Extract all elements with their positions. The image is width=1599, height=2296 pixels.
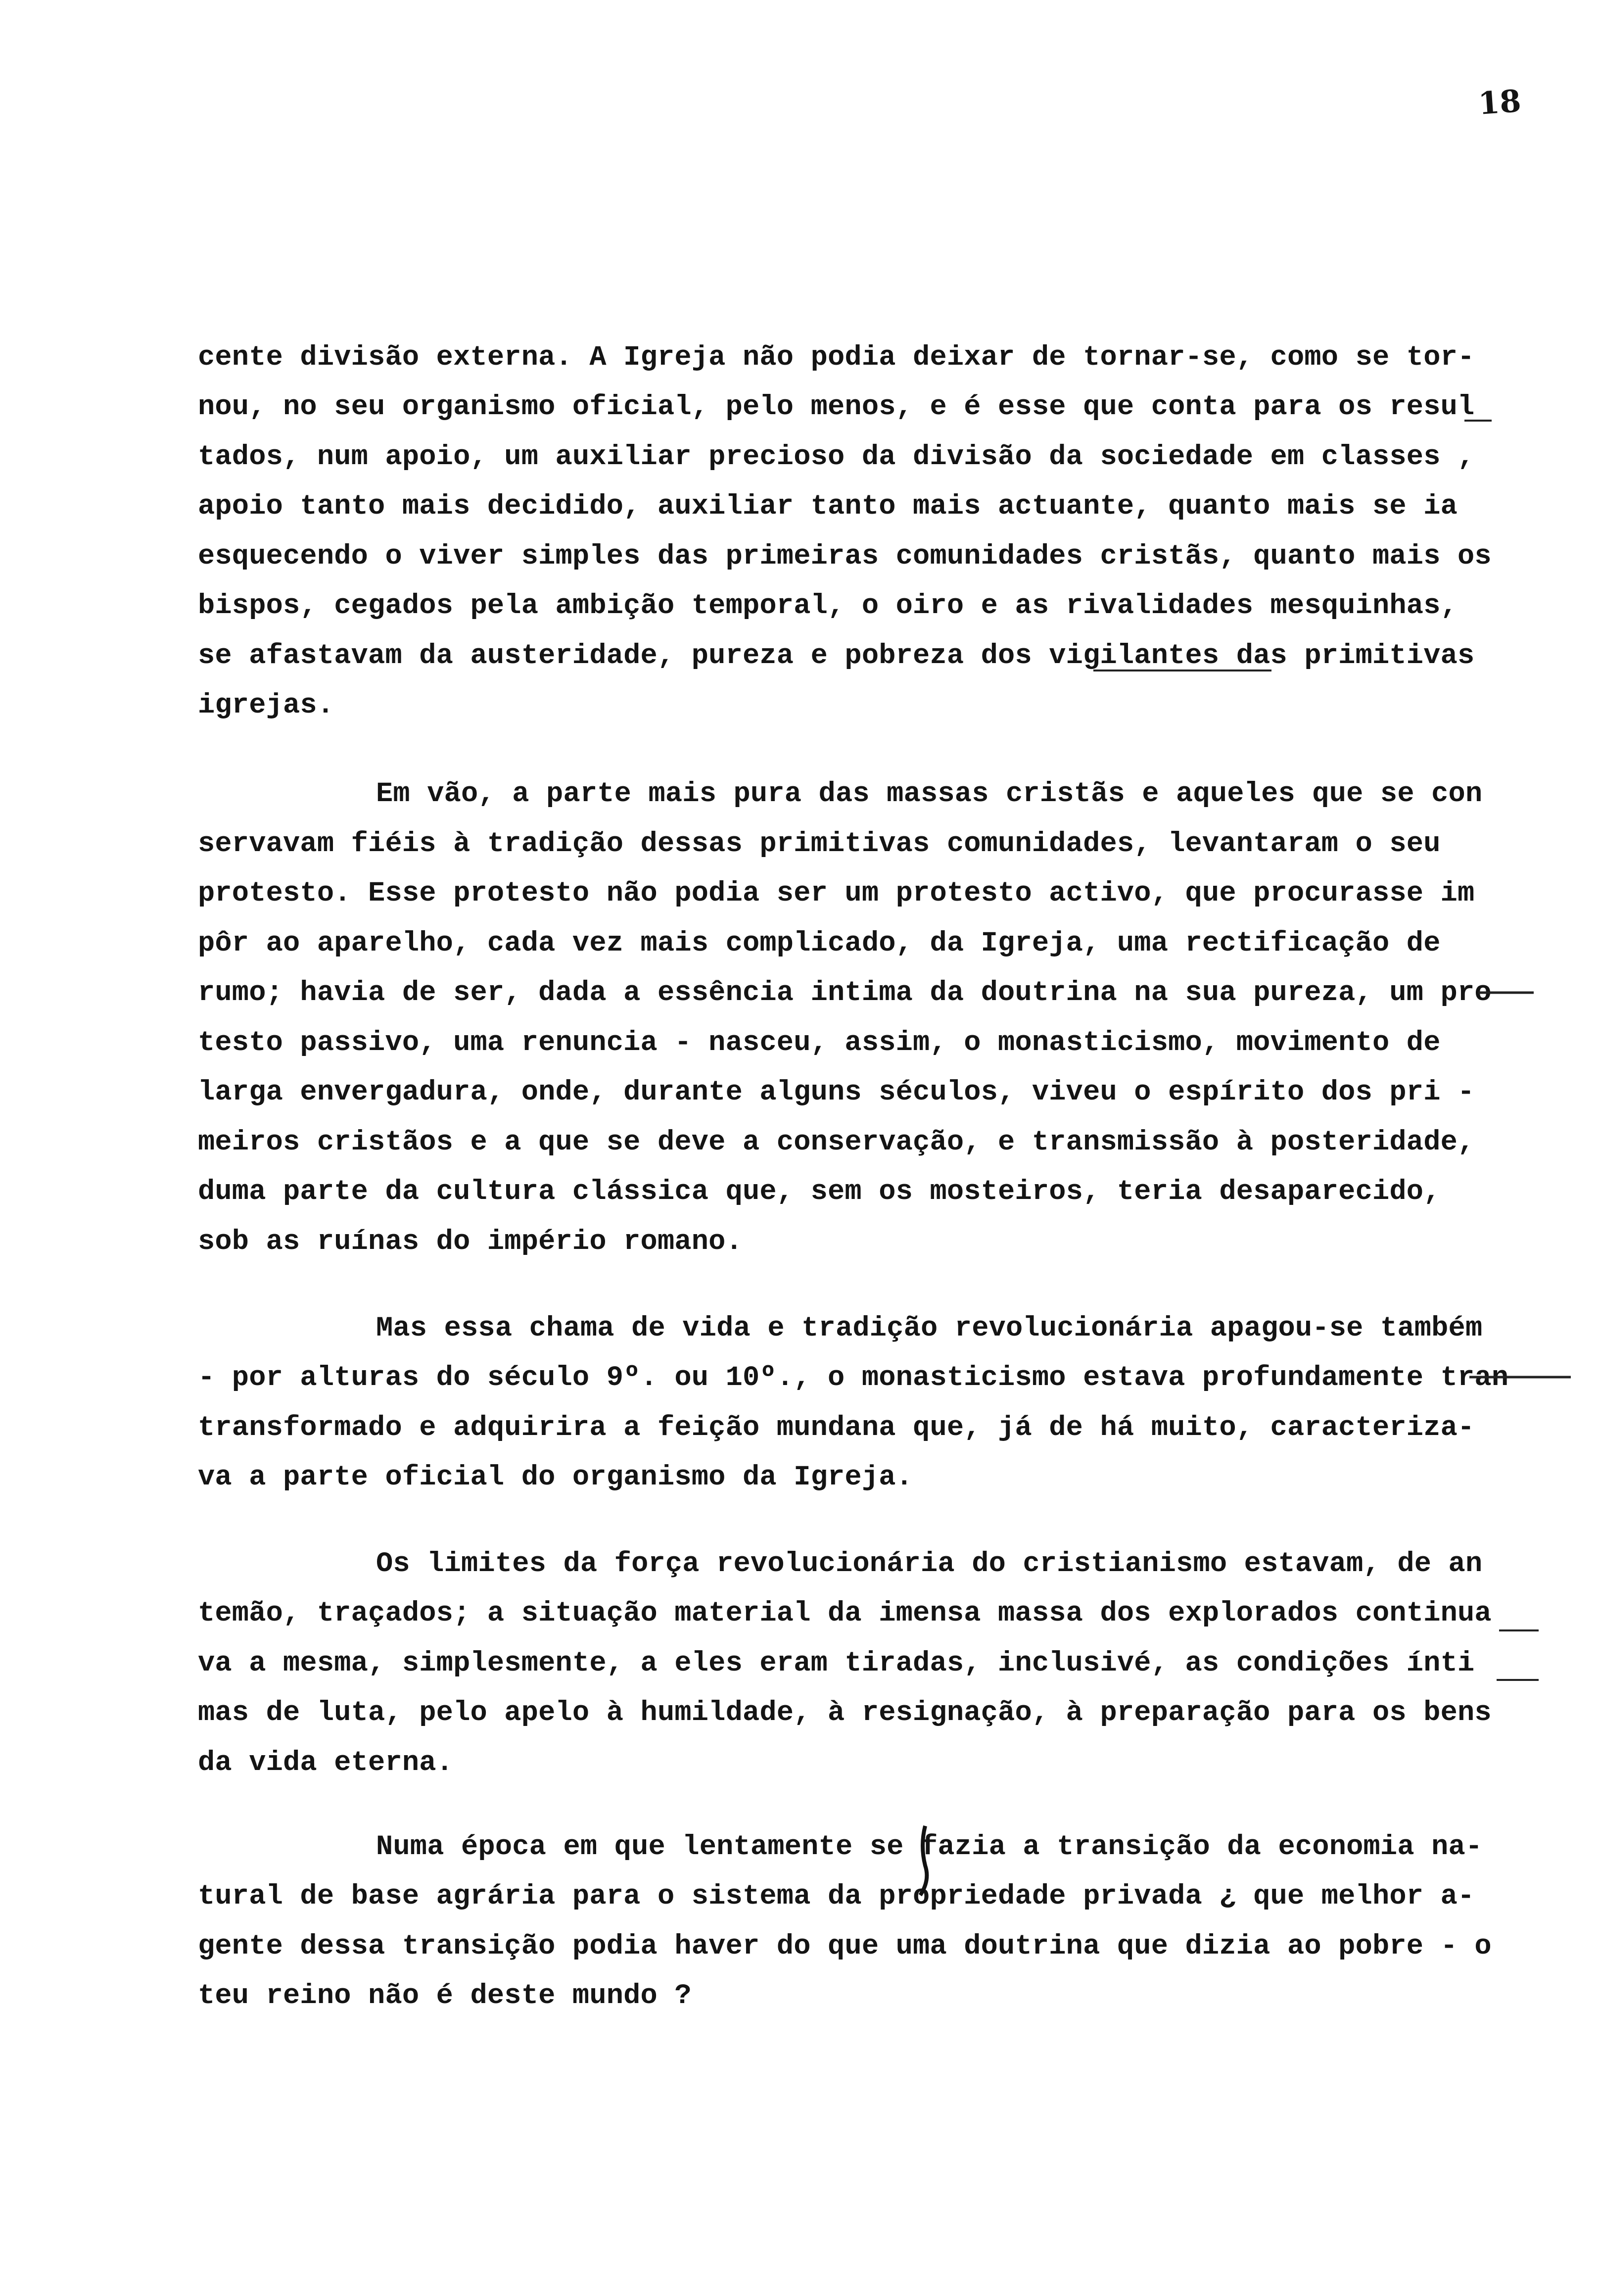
text-line: Em vão, a parte mais pura das massas cristãs e aqueles que se con bbox=[376, 778, 1483, 810]
text-line: apoio tanto mais decidido, auxiliar tanto mais actuante, quanto mais se ia bbox=[198, 491, 1458, 523]
text-line: cente divisão externa. A Igreja não podia deixar de tornar-se, como se tor- bbox=[198, 342, 1475, 374]
text-line: va a mesma, simplesmente, a eles eram tiradas, inclusivé, as condições ínti bbox=[198, 1648, 1475, 1679]
text-line: pôr ao aparelho, cada vez mais complicado, da Igreja, uma rectificação de bbox=[198, 928, 1441, 959]
text-line: nou, no seu organismo oficial, pelo menos, e é esse que conta para os resul bbox=[198, 391, 1475, 423]
text-line: duma parte da cultura clássica que, sem os mosteiros, teria desaparecido, bbox=[198, 1176, 1441, 1208]
text-line: tural de base agrária para o sistema da propriedade privada ¿ que melhor a- bbox=[198, 1881, 1475, 1913]
text-line: Mas essa chama de vida e tradição revolucionária apagou-se também bbox=[376, 1313, 1483, 1344]
text-line: bispos, cegados pela ambição temporal, o oiro e as rivalidades mesquinhas, bbox=[198, 590, 1458, 622]
text-line: sob as ruínas do império romano. bbox=[198, 1226, 743, 1258]
text-line: Os limites da força revolucionária do cristianismo estavam, de an bbox=[376, 1548, 1483, 1580]
text-line: igrejas. bbox=[198, 690, 334, 721]
text-line: testo passivo, uma renuncia - nasceu, assim, o monasticismo, movimento de bbox=[198, 1027, 1441, 1059]
text-line: servavam fiéis à tradição dessas primitivas comunidades, levantaram o seu bbox=[198, 828, 1441, 860]
text-line: esquecendo o viver simples das primeiras comunidades cristãs, quanto mais os bbox=[198, 541, 1492, 573]
text-line: protesto. Esse protesto não podia ser um protesto activo, que procurasse im bbox=[198, 878, 1475, 909]
text-line: meiros cristãos e a que se deve a conservação, e transmissão à posteridade, bbox=[198, 1127, 1475, 1158]
text-line: rumo; havia de ser, dada a essência intima da doutrina na sua pureza, um pro bbox=[198, 977, 1492, 1009]
text-line: Numa época em que lentamente se fazia a transição da economia na- bbox=[376, 1831, 1483, 1863]
page-number: 18 bbox=[1477, 83, 1522, 122]
text-line: da vida eterna. bbox=[198, 1747, 454, 1779]
text-line: va a parte oficial do organismo da Igreja. bbox=[198, 1462, 913, 1493]
text-line: gente dessa transição podia haver do que uma doutrina que dizia ao pobre - o bbox=[198, 1931, 1492, 1962]
text-line: teu reino não é deste mundo ? bbox=[198, 1980, 692, 2012]
text-line: se afastavam da austeridade, pureza e pobreza dos vigilantes das primitivas bbox=[198, 640, 1475, 672]
text-line: larga envergadura, onde, durante alguns séculos, viveu o espírito dos pri - bbox=[198, 1077, 1475, 1108]
text-line: temão, traçados; a situação material da imensa massa dos explorados continua bbox=[198, 1598, 1492, 1629]
text-line: mas de luta, pelo apelo à humildade, à resignação, à preparação para os bens bbox=[198, 1697, 1492, 1729]
text-line: - por alturas do século 9º. ou 10º., o monasticismo estava profundamente tran bbox=[198, 1362, 1509, 1394]
text-line: tados, num apoio, um auxiliar precioso da divisão da sociedade em classes , bbox=[198, 441, 1475, 473]
text-line: transformado e adquirira a feição mundana que, já de há muito, caracteriza- bbox=[198, 1412, 1475, 1444]
